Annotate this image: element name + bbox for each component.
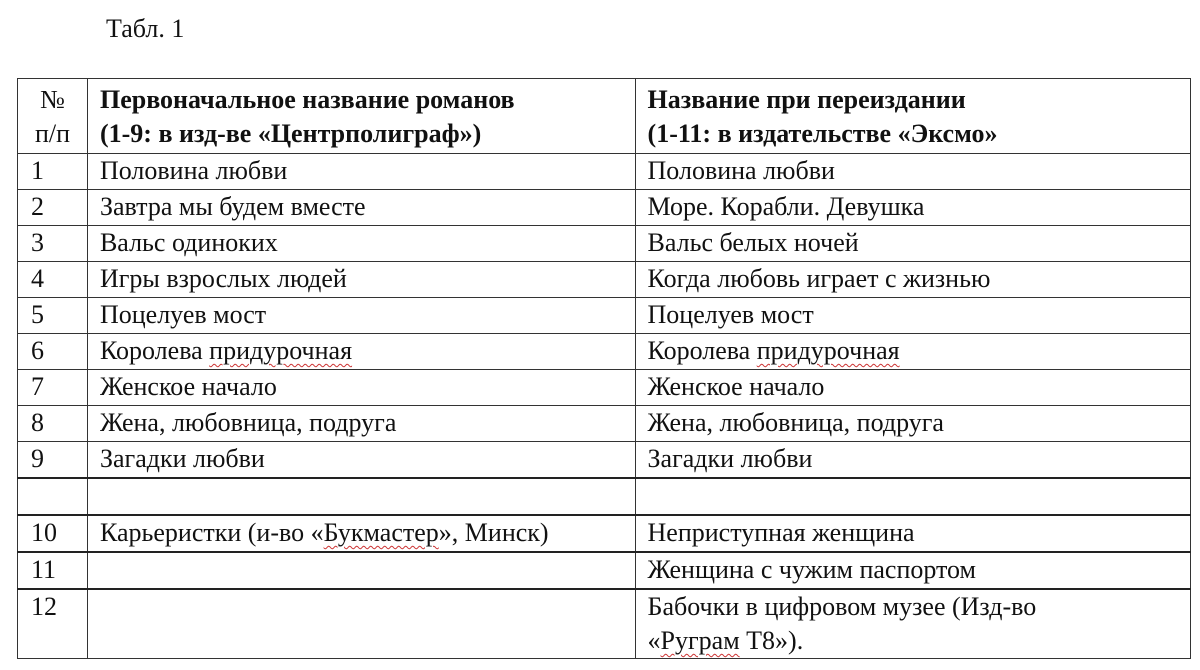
table-row	[18, 226, 1191, 262]
table-row	[18, 370, 1191, 406]
table-row-empty	[18, 478, 1191, 515]
cell-original-title: Женское начало	[87, 370, 635, 406]
cell-reissue-title: Бабочки в цифровом музее (Изд-во «Руграм Т8»).	[635, 589, 1190, 659]
table-row	[18, 442, 1191, 479]
cell-original-title: Завтра мы будем вместе	[87, 190, 635, 226]
table-row	[18, 190, 1191, 226]
cell-reissue-title: Когда любовь играет с жизнью	[635, 262, 1190, 298]
cell-original-title	[87, 478, 635, 515]
table-row	[18, 552, 1191, 589]
cell-reissue-title: Вальс белых ночей	[635, 226, 1190, 262]
cell-number: 8	[18, 406, 88, 442]
table-row	[18, 515, 1191, 552]
cell-number: 1	[18, 154, 88, 190]
table-row	[18, 298, 1191, 334]
cell-original-title: Жена, любовница, подруга	[87, 406, 635, 442]
spellcheck-underline: Руграм	[660, 626, 740, 655]
cell-number: 12	[18, 589, 88, 659]
table-row	[18, 262, 1191, 298]
cell-original-title: Половина любви	[87, 154, 635, 190]
cell-number: 10	[18, 515, 88, 552]
cell-original-title: Карьеристки (и-во «Букмастер», Минск)	[87, 515, 635, 552]
table-row	[18, 154, 1191, 190]
cell-reissue-title: Половина любви	[635, 154, 1190, 190]
header-original-title: Первоначальное название романов (1-9: в изд-ве «Центрполиграф»)	[87, 79, 635, 154]
table-row	[18, 589, 1191, 659]
cell-number: 2	[18, 190, 88, 226]
table-caption: Табл. 1	[106, 14, 185, 43]
cell-reissue-title: Женщина с чужим паспортом	[635, 552, 1190, 589]
table-row	[18, 406, 1191, 442]
spellcheck-underline: придурочная	[209, 336, 353, 365]
cell-number: 3	[18, 226, 88, 262]
cell-reissue-title: Загадки любви	[635, 442, 1190, 479]
cell-number	[18, 478, 88, 515]
cell-number: 7	[18, 370, 88, 406]
spellcheck-underline: придурочная	[756, 336, 900, 365]
header-number: № п/п	[18, 79, 88, 154]
cell-reissue-title: Поцелуев мост	[635, 298, 1190, 334]
cell-original-title: Поцелуев мост	[87, 298, 635, 334]
cell-number: 6	[18, 334, 88, 370]
cell-number: 11	[18, 552, 88, 589]
cell-reissue-title: Жена, любовница, подруга	[635, 406, 1190, 442]
cell-original-title: Королева придурочная	[87, 334, 635, 370]
cell-original-title	[87, 589, 635, 659]
cell-reissue-title	[635, 478, 1190, 515]
table-row	[18, 334, 1191, 370]
cell-original-title: Игры взрослых людей	[87, 262, 635, 298]
header-reissue-title: Название при переиздании (1-11: в издательстве «Эксмо»	[635, 79, 1190, 154]
cell-reissue-title: Королева придурочная	[635, 334, 1190, 370]
novels-table	[17, 78, 1191, 659]
cell-reissue-title: Неприступная женщина	[635, 515, 1190, 552]
cell-number: 9	[18, 442, 88, 479]
cell-number: 4	[18, 262, 88, 298]
spellcheck-underline: Букмастер	[323, 518, 439, 547]
cell-original-title: Загадки любви	[87, 442, 635, 479]
table-header-row	[18, 79, 1191, 154]
cell-number: 5	[18, 298, 88, 334]
cell-original-title	[87, 552, 635, 589]
cell-original-title: Вальс одиноких	[87, 226, 635, 262]
cell-reissue-title: Женское начало	[635, 370, 1190, 406]
cell-reissue-title: Море. Корабли. Девушка	[635, 190, 1190, 226]
